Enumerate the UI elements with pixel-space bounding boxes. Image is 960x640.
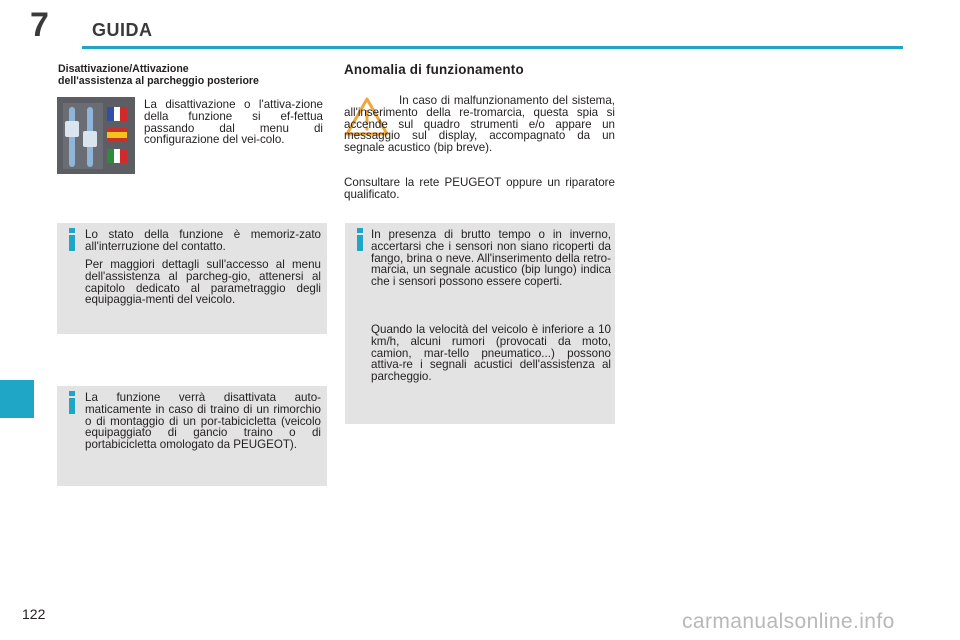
section-subtitle: Disattivazione/Attivazione dell'assistenza al parcheggio posteriore [58,63,259,87]
info-text: Lo stato della funzione è memoriz-zato all'interruzione del contatto. [85,228,321,253]
chapter-title: GUIDA [92,20,153,40]
section-title: Anomalia di funzionamento [344,62,524,77]
settings-switches-icon [57,97,135,174]
info-icon [69,398,75,414]
configuration-menu-image [57,97,135,174]
chapter-side-tab [0,380,34,418]
info-icon [69,235,75,251]
contact-text: Consultare la rete PEUGEOT oppure un riparatore qualificato. [344,176,615,201]
info-box-memorization [57,223,327,334]
intro-text: La disattivazione o l'attiva-zione della funzione si ef-fettua passando dal menu di configurazione del vei-colo. [144,98,323,147]
info-box-sensors [345,223,615,424]
watermark: carmanualsonline.info [682,610,895,633]
info-box-towing [57,386,327,486]
warning-text: In caso di malfunzionamento del sistema, all'inserimento della re-tromarcia, questa spia si accende sul quadro strumenti e/o appare un messaggio sul display, accompagnato da un segnale acustico (bip breve). [344,94,615,155]
page-number: 122 [22,606,46,622]
info-text: In presenza di brutto tempo o in inverno, accertarsi che i sensori non siano ricoperti da fango, brina o neve. All'inserimento della retro-marcia, un segnale acustico (bip lungo) indica che i sensori possono essere coperti. [371,228,611,289]
header-rule [82,46,903,49]
chapter-number: 7 [30,6,49,44]
info-icon [357,235,363,251]
info-text: Quando la velocità del veicolo è inferiore a 10 km/h, alcuni rumori (provocati da moto, camion, mar-tello pneumatico...) possono attiva-re i segnali acustici dell'assistenza al parcheggio. [371,323,611,384]
info-text: La funzione verrà disattivata auto-maticamente in caso di traino di un rimorchio o di montaggio di un por-tabicicletta (veicolo equipaggiato di gancio traino o di portabicicletta omologato da PEUGEOT). [85,391,321,452]
info-text: Per maggiori dettagli sull'accesso al menu dell'assistenza al parcheg-gio, attenersi al capitolo dedicato al parametraggio degli equipaggia-menti del veicolo. [85,258,321,307]
